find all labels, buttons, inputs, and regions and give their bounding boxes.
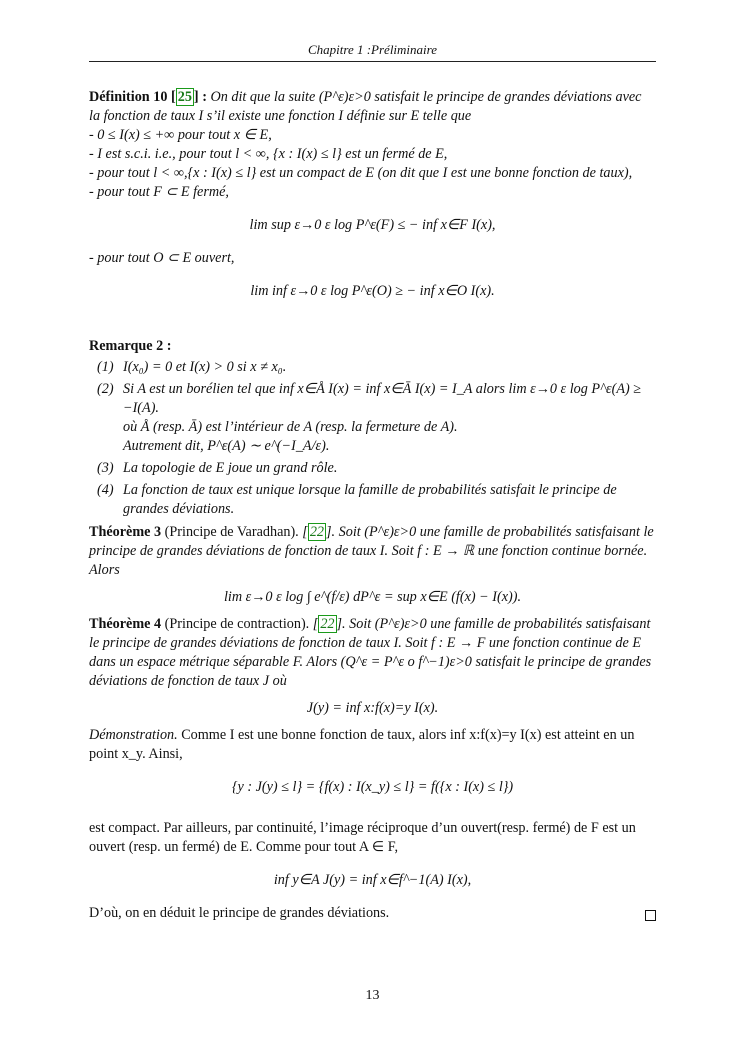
proof-paragraph: [89, 726, 656, 764]
theorem-3-heading: Théorème 3: [89, 524, 162, 540]
theorem-3-citation[interactable]: 22: [309, 524, 324, 540]
list-item-number: (2): [97, 381, 114, 397]
definition-heading: Définition 10: [89, 89, 168, 105]
qed-square-icon: [645, 910, 656, 921]
list-item-text: I(x₀) = 0 et I(x) > 0 si x ≠ x₀.: [123, 359, 287, 375]
equation-liminf: lim inf ε→0 ε log P^ε(O) ≥ − inf x∈O I(x).: [250, 283, 495, 299]
theorem-3-text: . Soit (P^ε)ε>0 une famille de probabilités satisfaisant le principe de grandes déviations de fonction de taux I. Soit f : E → ℝ une fonction continue bornée. Alors: [89, 524, 654, 578]
definition-intro: On dit que la suite (P^ε)ε>0 satisfait le principe de grandes déviations avec la fonction de taux I s’il existe une fonction I définie sur E telle que: [89, 89, 642, 124]
list-item: [97, 481, 656, 519]
theorem-3-name: (Principe de Varadhan).: [161, 524, 299, 540]
list-item: [97, 459, 656, 478]
page-number: 13: [365, 988, 380, 1003]
list-item-text: La fonction de taux est unique lorsque la famille de probabilités satisfait le principe de grandes déviations.: [123, 482, 617, 517]
theorem-3-paragraph: Théorème 3 (Principe de Varadhan). [ 22 ]. Soit (P^ε)ε>0 une famille de probabilités satisfaisant le principe de grandes déviations de fonction de taux I. Soit f : E → ℝ une fonction continue bornée. Alors: [89, 524, 654, 578]
definition-citation[interactable]: 25: [177, 89, 192, 105]
list-item-number: (1): [97, 359, 114, 375]
page-body: [89, 88, 656, 923]
header-rule: [89, 61, 656, 62]
definition-item: - I est s.c.i. i.e., pour tout l < ∞, {x : I(x) ≤ l} est un fermé de E,: [89, 146, 448, 162]
equation-proof-inf: inf y∈A J(y) = inf x∈f^−1(A) I(x),: [273, 872, 472, 888]
proof-conclusion-text: D’où, on en déduit le principe de grandes déviations.: [89, 905, 390, 921]
list-item-text: Si A est un borélien tel que inf x∈Å I(x) = inf x∈Ā I(x) = I_A alors lim ε→0 ε log P^ε(A) ≥ −I(A).: [123, 381, 642, 416]
list-item: [97, 358, 656, 377]
definition-item: - 0 ≤ I(x) ≤ +∞ pour tout x ∈ E,: [89, 127, 272, 143]
equation-varadhan: lim ε→0 ε log ∫ e^(f/ε) dP^ε = sup x∈E (f(x) − I(x)).: [223, 589, 522, 605]
equation-limsup: lim sup ε→0 ε log P^ε(F) ≤ − inf x∈F I(x),: [249, 217, 496, 233]
theorem-4-heading: Théorème 4: [89, 616, 162, 632]
list-item-text: Autrement dit, P^ε(A) ∼ e^(−I_A/ε).: [123, 438, 330, 454]
proof-text: Comme I est une bonne fonction de taux, alors inf x:f(x)=y I(x) est atteint en un point x_y. Ainsi,: [89, 727, 635, 762]
definition-item: - pour tout F ⊂ E fermé,: [89, 184, 229, 200]
definition-open-line: - pour tout O ⊂ E ouvert,: [89, 250, 235, 266]
proof-label: Démonstration.: [89, 727, 178, 743]
remark-list: [89, 358, 656, 519]
list-item: [97, 380, 656, 456]
theorem-4-paragraph: Théorème 4 (Principe de contraction). [ 22 ]. Soit (P^ε)ε>0 une famille de probabilités satisfaisant le principe de grandes déviations de fonction de taux I. Soit f : E → F une fonction continue de E dans un espace métrique séparable F. Alors (Q^ε = P^ε o f^−1)ε>0 satisfait le principe de grandes déviations de fonction de taux J où: [89, 616, 652, 689]
theorem-4-text: . Soit (P^ε)ε>0 une famille de probabilités satisfaisant le principe de grandes déviations de fonction de taux I. Soit f : E → F une fonction continue de E dans un espace métrique séparable F. Alors (Q^ε = P^ε o f^−1)ε>0 satisfait le principe de grandes déviations de fonction de taux J où: [89, 616, 652, 689]
list-item-text: La topologie de E joue un grand rôle.: [123, 460, 338, 476]
equation-proof-set: {y : J(y) ≤ l} = {f(x) : I(x_y) ≤ l} = f({x : I(x) ≤ l}): [231, 779, 514, 795]
list-item-number: (3): [97, 460, 114, 476]
theorem-4-citation[interactable]: 22: [320, 616, 335, 632]
page-header: Chapitre 1 :Préliminaire: [307, 42, 438, 57]
definition-paragraph: Définition 10 [ 25 ] : On dit que la suite (P^ε)ε>0 satisfait le principe de grandes déviations avec la fonction de taux I s’il existe une fonction I définie sur E telle que: [89, 89, 642, 124]
list-item-number: (4): [97, 482, 114, 498]
remark-heading: Remarque 2 :: [89, 338, 172, 354]
proof-conclusion: [89, 904, 656, 923]
proof-paragraph-2: est compact. Par ailleurs, par continuité, l’image réciproque d’un ouvert(resp. fermé) de F est un ouvert (resp. un fermé) de E. Comme pour tout A ∈ F,: [89, 820, 636, 855]
definition-item: - pour tout l < ∞,{x : I(x) ≤ l} est un compact de E (on dit que I est une bonne fonction de taux),: [89, 165, 633, 181]
theorem-4-name: (Principe de contraction).: [161, 616, 310, 632]
equation-contraction: J(y) = inf x:f(x)=y I(x).: [306, 700, 439, 716]
definition-colon: :: [198, 89, 207, 105]
list-item-text: où Å (resp. Ā) est l’intérieur de A (resp. la fermeture de A).: [123, 419, 458, 435]
